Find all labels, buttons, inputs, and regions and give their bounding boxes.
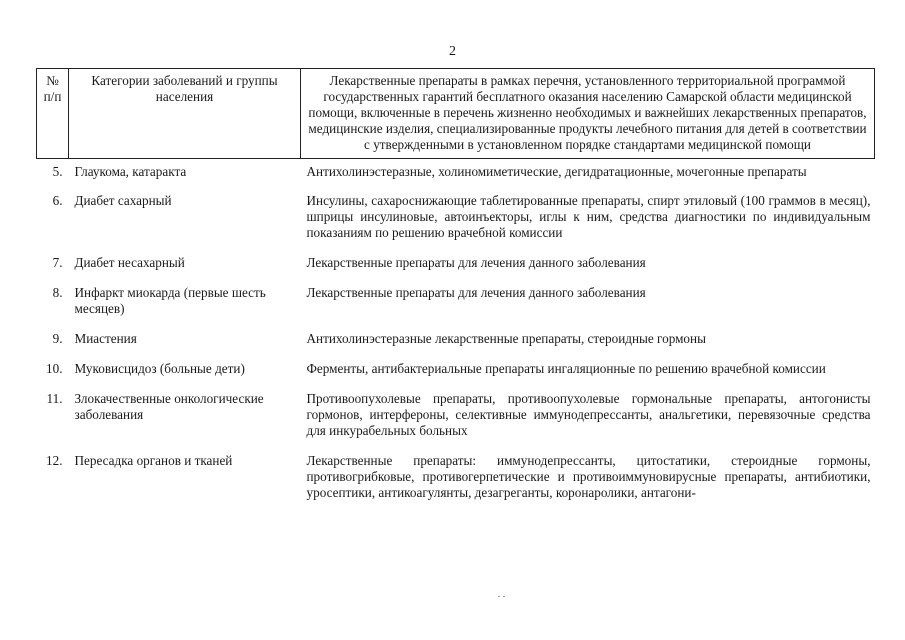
header-category: Категории заболеваний и группы населения (69, 69, 301, 159)
row-medicines: Противоопухолевые препараты, противоопухолевые гормональные препараты, антогонисты гормонов, интерфероны, селективные иммунодепрессанты, анальгетики, перевязочные средства для инкурабельных больных (306, 391, 871, 438)
table-row (37, 453, 875, 515)
row-number: 10. (46, 361, 63, 376)
table-row (37, 285, 875, 331)
row-medicines: Лекарственные препараты для лечения данного заболевания (306, 285, 646, 300)
table-row (37, 159, 875, 194)
row-medicines: Инсулины, сахароснижающие таблетированные препараты, спирт этиловый (100 граммов в месяц), шприцы инсулиновые, автоинъекторы, иглы к ним, средства диагностики по индивидуальным показаниям по решению врачебной комиссии (306, 193, 871, 240)
row-medicines: Лекарственные препараты: иммунодепрессанты, цитостатики, стероидные гормоны, противогрибковые, противогерпетические и противоиммуновирусные препараты, антибиотики, уросептики, антикоагулянты, дезагреганты, коронаролики, антагони- (306, 453, 871, 500)
table-row (37, 193, 875, 255)
row-number: 12. (46, 453, 63, 468)
table-header-row (37, 69, 875, 159)
row-category: Диабет сахарный (74, 193, 172, 208)
row-category: Миастения (74, 331, 137, 346)
row-number: 6. (52, 193, 63, 208)
row-number: 5. (52, 164, 63, 179)
scan-artifact (503, 596, 505, 597)
benefits-table (36, 68, 875, 515)
row-number: 7. (52, 255, 63, 270)
row-category: Инфаркт миокарда (первые шесть месяцев) (74, 285, 266, 316)
header-medicines: Лекарственные препараты в рамках перечня, установленного территориальной программой государственных гарантий бесплатного оказания населению Самарской области медицинской помощи, включенные в перечень жизненно необходимых и важнейших лекарственных препаратов, медицинские изделия, специализированные продукты лечебного питания для детей в соответствии с утвержденными в установленном порядке стандартами медицинской помощи (301, 69, 875, 159)
row-category: Муковисцидоз (больные дети) (74, 361, 245, 376)
page-number: 2 (449, 44, 456, 59)
row-medicines: Лекарственные препараты для лечения данного заболевания (306, 255, 646, 270)
scan-artifact (498, 596, 500, 597)
row-number: 8. (52, 285, 63, 300)
row-category: Пересадка органов и тканей (74, 453, 233, 468)
table-row (37, 255, 875, 285)
row-number: 11. (46, 391, 63, 406)
row-category: Злокачественные онкологические заболевания (74, 391, 264, 422)
row-category: Диабет несахарный (74, 255, 185, 270)
header-num: № п/п (37, 69, 69, 159)
table-row (37, 331, 875, 361)
table-row (37, 361, 875, 391)
row-medicines: Ферменты, антибактериальные препараты ингаляционные по решению врачебной комиссии (306, 361, 826, 376)
row-medicines: Антихолинэстеразные лекарственные препараты, стероидные гормоны (306, 331, 706, 346)
table-row (37, 391, 875, 453)
row-medicines: Антихолинэстеразные, холиномиметические, дегидратационные, мочегонные препараты (306, 164, 807, 179)
row-number: 9. (52, 331, 63, 346)
row-category: Глаукома, катаракта (74, 164, 187, 179)
